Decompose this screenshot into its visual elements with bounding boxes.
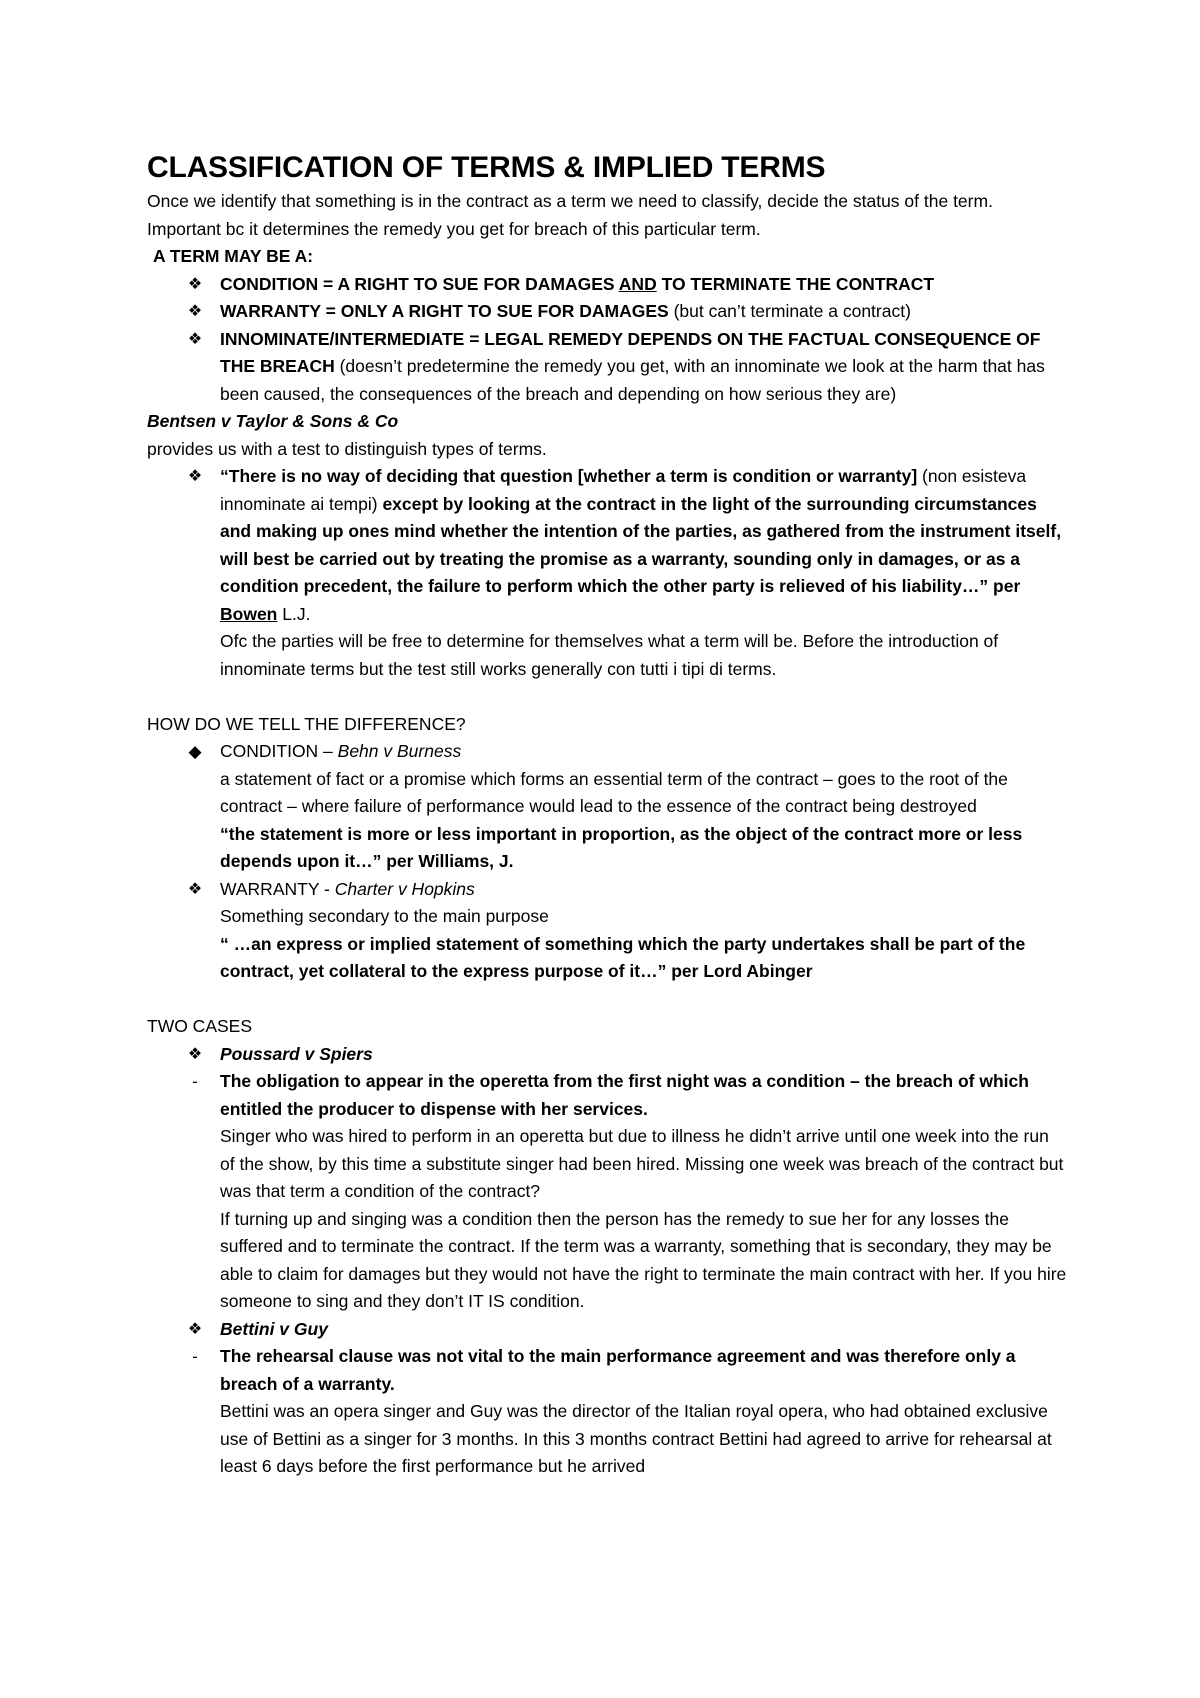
term-item-warranty: ❖ WARRANTY = ONLY A RIGHT TO SUE FOR DAMAGES (but can’t terminate a contract) (147, 298, 1067, 326)
bowen-quote: ❖ “There is no way of deciding that question [whether a term is condition or warranty] (non esisteva innominate ai tempi) except by looking at the contract in the light of the surrounding circumstances and making up ones mind whether the intention of the parties, as gathered from the instrument itself, will best be carried out by treating the promise as a warranty, sounding only in damages, or as a condition precedent, the failure to perform which the other party is relieved of his liability…” per Bowen L.J. Ofc the parties will be free to determine for themselves what a term will be. Before the introduction of innominate terms but the test still works generally con tutti i tipi di terms. (147, 463, 1067, 683)
case-name-bentsen: Bentsen v Taylor & Sons & Co (147, 411, 399, 431)
four-diamond-star-icon: ❖ (187, 303, 203, 320)
bettini-details (147, 1343, 1067, 1481)
intro-paragraph: Once we identify that something is in the contract as a term we need to classify, decide the status of the term. Important bc it determines the remedy you get for breach of this particular term. (147, 191, 993, 239)
dash-icon: - (192, 1347, 198, 1366)
bettini-facts: Bettini was an opera singer and Guy was the director of the Italian royal opera, who had obtained exclusive use of Bettini as a singer for 3 months. In this 3 months contract Bettini had agreed to arrive for rehearsal at least 6 days before the first performance but he arrived (220, 1401, 1052, 1476)
case-bettini: ❖ Bettini v Guy (147, 1316, 1067, 1344)
four-diamond-star-icon: ❖ (187, 275, 203, 293)
spacer (147, 986, 1067, 1014)
term-item-condition: ❖ CONDITION = A RIGHT TO SUE FOR DAMAGES AND TO TERMINATE THE CONTRACT (147, 271, 1067, 299)
case-description: provides us with a test to distinguish types of terms. (147, 438, 547, 459)
poussard-analysis: If turning up and singing was a condition then the person has the remedy to sue her for any losses the suffered and to terminate the contract. If the term was a warranty, something that is secondary, they may be able to claim for damages but they would not have the right to terminate the main contract with her. If you hire someone to sing and they don’t IT IS condition. (220, 1208, 1067, 1311)
spacer (147, 683, 1067, 711)
warranty-quote: “ …an express or implied statement of something which the party undertakes shall be part of the contract, yet collateral to the express purpose of it…” per Lord Abinger (220, 933, 1026, 981)
bettini-holding: The rehearsal clause was not vital to the main performance agreement and was therefore only a breach of a warranty. (220, 1346, 1016, 1394)
four-diamond-star-icon: ❖ (187, 330, 203, 348)
condition-definition: a statement of fact or a promise which forms an essential term of the contract – goes to the root of the contract – where failure of performance would lead to the essence of the contract being destroyed (220, 768, 1008, 816)
four-diamond-star-icon: ❖ (187, 880, 203, 898)
term-item-innominate: ❖ INNOMINATE/INTERMEDIATE = LEGAL REMEDY DEPENDS ON THE FACTUAL CONSEQUENCE OF THE BREACH (doesn’t predetermine the remedy you get, with an innominate we look at the harm that has been caused, the consequences of the breach and depending on how serious they are) (147, 326, 1067, 409)
document-content (147, 148, 1067, 1481)
condition-quote: “the statement is more or less important in proportion, as the object of the contract more or less depends upon it…” per Williams, J. (220, 823, 1023, 871)
term-heading: A TERM MAY BE A: (153, 246, 314, 266)
warranty-definition: Something secondary to the main purpose (220, 906, 549, 926)
four-diamond-star-icon: ❖ (187, 1320, 203, 1338)
difference-warranty: ❖ WARRANTY - Charter v Hopkins Something secondary to the main purpose “ …an express or implied statement of something which the party undertakes shall be part of the contract, yet collateral to the express purpose of it…” per Lord Abinger (147, 876, 1067, 986)
two-cases-heading: TWO CASES (147, 1016, 253, 1036)
poussard-holding: The obligation to appear in the operetta from the first night was a condition – the breach of which entitled the producer to dispense with her services. (220, 1071, 1029, 1119)
dash-icon: - (192, 1072, 198, 1091)
difference-heading: HOW DO WE TELL THE DIFFERENCE? (147, 713, 466, 734)
bentsen-note: Ofc the parties will be free to determine for themselves what a term will be. Before the introduction of innominate terms but the test still works generally con tutti i tipi di terms. (220, 631, 999, 679)
four-diamond-star-icon: ❖ (187, 468, 203, 485)
difference-condition: ◆ CONDITION – Behn v Burness a statement of fact or a promise which forms an essential term of the contract – goes to the root of the contract – where failure of performance would lead to the essence of the contract being destroyed “the statement is more or less important in proportion, as the object of the contract more or less depends upon it…” per Williams, J. (147, 738, 1067, 876)
black-diamond-icon: ◆ (188, 742, 202, 761)
four-diamond-star-icon: ❖ (187, 1045, 203, 1063)
poussard-facts: Singer who was hired to perform in an operetta but due to illness he didn’t arrive until one week into the run of the show, by this time a substitute singer had been hired. Missing one week was breach of the contract but was that term a condition of the contract? (220, 1126, 1064, 1201)
document-title: CLASSIFICATION OF TERMS & IMPLIED TERMS (147, 151, 826, 184)
poussard-details (147, 1068, 1067, 1316)
case-poussard: ❖ Poussard v Spiers (147, 1041, 1067, 1069)
